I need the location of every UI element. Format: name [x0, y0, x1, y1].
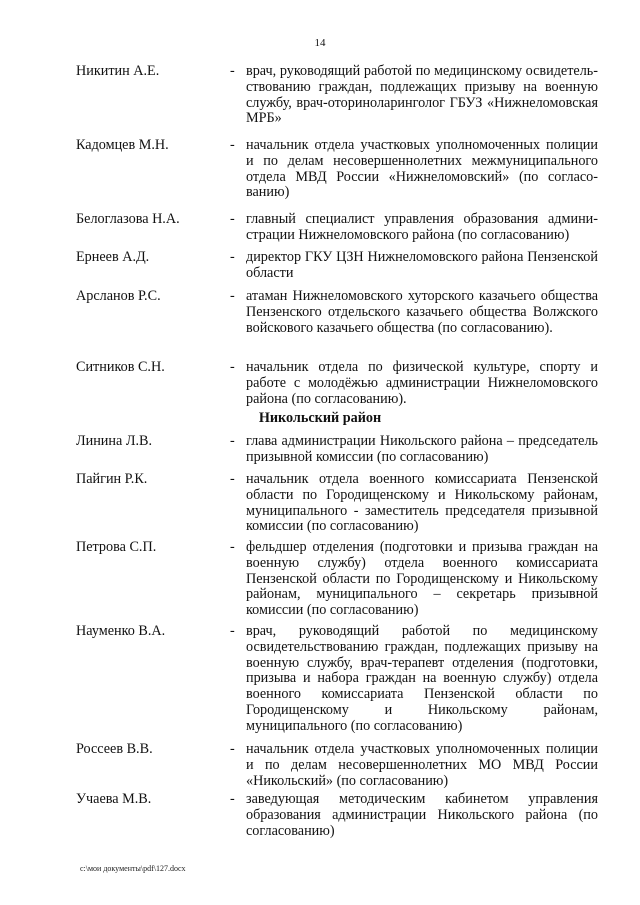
member-role: директор ГКУ ЦЗН Нижнеломовского района Пензенской области — [246, 249, 598, 281]
dash: - — [230, 623, 235, 639]
dash: - — [230, 63, 235, 79]
dash: - — [230, 359, 235, 375]
member-role: начальник отдела участковых уполномоченных полиции и по делам несовершеннолетних межмуниципального отдела МВД России «Нижнеломовский» (по согласованию) — [246, 137, 598, 201]
dash: - — [230, 211, 235, 227]
dash: - — [230, 741, 235, 757]
member-role: начальник отдела участковых уполномоченных полиции и по делам несовершеннолетних МО МВД России «Никольский» (по согласованию) — [246, 741, 598, 789]
page-number: 14 — [314, 37, 326, 49]
member-role: атаман Нижнеломовского хуторского казачьего общества Пензенского отдельского казачьего общества Волжского войскового казачьего общества (по согласованию). — [246, 288, 598, 336]
member-name: Россеев В.В. — [76, 741, 153, 757]
dash: - — [230, 791, 235, 807]
member-name: Учаева М.В. — [76, 791, 152, 807]
file-path-footer: c:\мои документы\pdf\127.docx — [80, 864, 186, 873]
member-role: главный специалист управления образования администрации Нижнеломовского района (по согласованию) — [246, 211, 598, 243]
member-role: заведующая методическим кабинетом управления образования администрации Никольского района (по согласованию) — [246, 791, 598, 839]
member-role: врач, руководящий работой по медицинскому освидетельствованию граждан, подлежащих призыву на военную службу, врач-оториноларинголог ГБУЗ «Нижнеломовская МРБ» — [246, 63, 598, 127]
member-name: Науменко В.А. — [76, 623, 166, 639]
dash: - — [230, 288, 235, 304]
dash: - — [230, 539, 235, 555]
member-role: фельдшер отделения (подготовки и призыва граждан на военную службу) отдела военного комиссариата Пензенской области по Городищенскому и Никольскому районам, муниципального – секретарь призывной комиссии (по согласованию) — [246, 539, 598, 619]
member-role: начальник отдела по физической культуре, спорту и работе с молодёжью администрации Нижнеломовского района (по согласованию). — [246, 359, 598, 407]
dash: - — [230, 471, 235, 487]
member-name: Никитин А.Е. — [76, 63, 160, 79]
member-name: Пайгин Р.К. — [76, 471, 148, 487]
member-role: глава администрации Никольского района – председатель призывной комиссии (по согласованию) — [246, 433, 598, 465]
member-role: начальник отдела военного комиссариата Пензенской области по Городищенскому и Никольскому районам, муниципального - заместитель председателя призывной комиссии (по согласованию) — [246, 471, 598, 535]
member-name: Ернеев А.Д. — [76, 249, 150, 265]
member-role: врач, руководящий работой по медицинскому освидетельствованию граждан, подлежащих призыву на военную службу, врач-терапевт отделения (подготовки, призыва и набора граждан на военную службу) отдела военного комиссариата Пензенской области по Городищенскому и Никольскому районам, муниципального (по согласованию) — [246, 623, 598, 734]
member-name: Арсланов Р.С. — [76, 288, 161, 304]
member-name: Кадомцев М.Н. — [76, 137, 169, 153]
member-name: Белоглазова Н.А. — [76, 211, 180, 227]
dash: - — [230, 249, 235, 265]
member-name: Линина Л.В. — [76, 433, 153, 449]
dash: - — [230, 433, 235, 449]
dash: - — [230, 137, 235, 153]
member-name: Петрова С.П. — [76, 539, 157, 555]
section-title: Никольский район — [258, 410, 382, 426]
member-name: Ситников С.Н. — [76, 359, 165, 375]
